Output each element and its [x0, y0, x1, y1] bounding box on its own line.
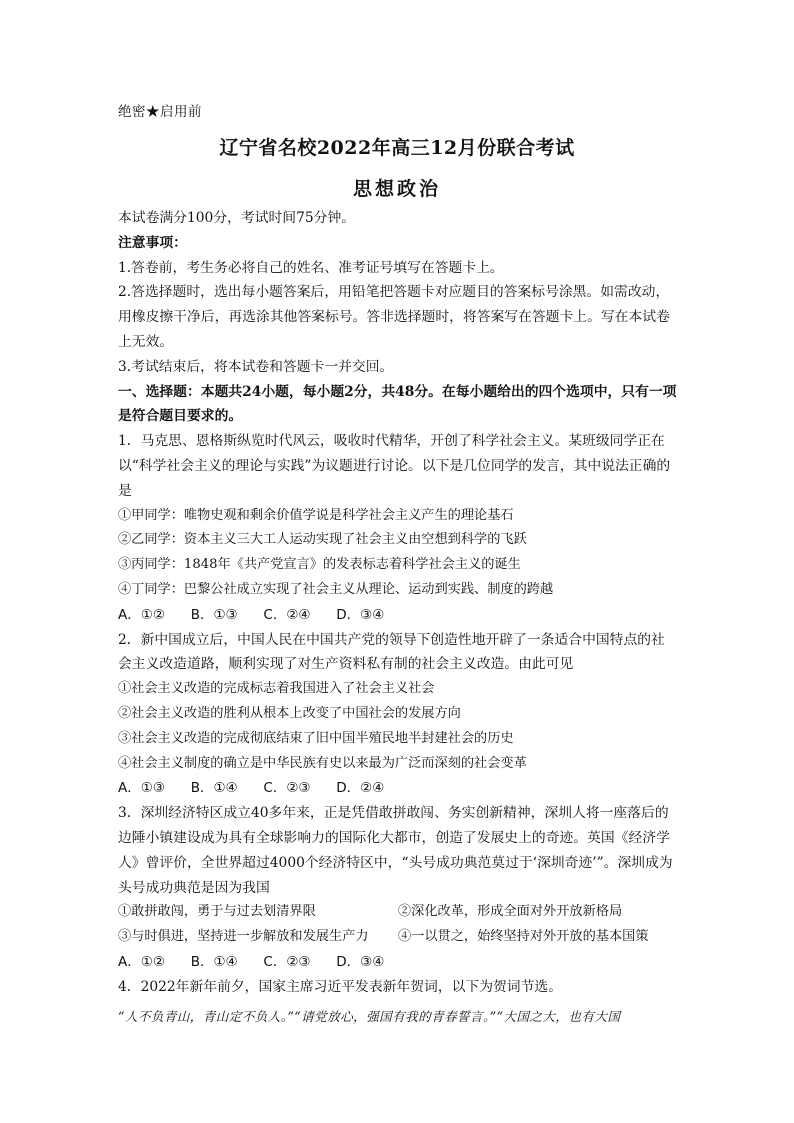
subject-title: 思想政治 [352, 178, 441, 200]
question-option: ④社会主义制度的确立是中华民族有史以来最为广泛而深刻的社会变革 [118, 755, 527, 771]
question-option: ①敢拼敢闯，勇于与过去划清界限 [118, 904, 316, 920]
exam-note: 本试卷满分100分，考试时间75分钟。 [118, 210, 356, 226]
question-choices: A．①② B．①④ C．②③ D．③④ [118, 953, 385, 970]
question-stem: 2．新中国成立后，中国人民在中国共产党的领导下创造性地开辟了一条适合中国特点的社会主义改造道路，顺利实现了对生产资料私有制的社会主义改造。由此可见 [118, 631, 665, 673]
exam-title: 辽宁省名校2022年高三12月份联合考试 [219, 137, 575, 159]
question-option: ③与时俱进，坚持进一步解放和发展生产力 [118, 929, 369, 945]
attention-item: 2.答选择题时，选出每小题答案后，用铅笔把答题卡对应题目的答案标号涂黑。如需改动，用橡皮擦干净后，再选涂其他答案标号。答非选择题时，将答案写在答题卡上。写在本试卷上无效。 [118, 284, 670, 350]
attention-item: 1.答卷前，考生务必将自己的姓名、准考证号填写在答题卡上。 [118, 259, 504, 276]
question-option: ②深化改革，形成全面对外开放新格局 [398, 904, 623, 920]
question-option-row [118, 900, 678, 925]
question-option: ①社会主义改造的完成标志着我国进入了社会主义社会 [118, 681, 435, 697]
question-option-row [118, 925, 678, 950]
question-option: ②乙同学：资本主义三大工人运动实现了社会主义由空想到科学的飞跃 [118, 532, 527, 548]
question-option: ③社会主义改造的完成彻底结束了旧中国半殖民地半封建社会的历史 [118, 730, 514, 746]
question-option: ④一以贯之，始终坚持对外开放的基本国策 [398, 929, 649, 945]
question-choices: A．①③ B．①④ C．②③ D．②④ [118, 780, 385, 797]
attention-title: 注意事项： [118, 234, 187, 251]
question-option: ④丁同学：巴黎公社成立实现了社会主义从理论、运动到实践、制度的跨越 [118, 581, 554, 597]
question-option: ③丙同学：1848年《共产党宣言》的发表标志着科学社会主义的诞生 [118, 557, 521, 573]
attention-item: 3.考试结束后，将本试卷和答题卡一并交回。 [118, 358, 394, 375]
question-choices: A．①② B．①③ C．②④ D．③④ [118, 606, 385, 623]
question-option: ①甲同学：唯物史观和剩余价值学说是科学社会主义产生的理论基石 [118, 507, 514, 523]
confidential-mark: 绝密★启用前 [118, 104, 202, 120]
question-option: ②社会主义改造的胜利从根本上改变了中国社会的发展方向 [118, 705, 461, 721]
question-stem: 3．深圳经济特区成立40多年来，正是凭借敢拼敢闯、务实创新精神，深圳人将一座落后的边陲小镇建设成为具有全球影响力的国际化大都市，创造了发展史上的奇迹。英国《经济学人》曾评价，全世界超过4000个经济特区中，“头号成功典范莫过于‘深圳奇迹’”。深圳成为头号成功典范是因为我国 [118, 805, 673, 896]
speech-quote: “人不负青山，青山定不负人。”“请党放心，强国有我的青春誓言。”“大国之大，也有大国 [118, 1009, 621, 1024]
exam-body [118, 206, 678, 1000]
question-stem: 4．2022年新年前夕，国家主席习近平发表新年贺词，以下为贺词节选。 [118, 978, 562, 995]
question-stem: 1．马克思、恩格斯纵览时代风云，吸收时代精华，开创了科学社会主义。某班级同学正在以“科学社会主义的理论与实践”为议题进行讨论。以下是几位同学的发言，其中说法正确的是 [118, 433, 671, 499]
section-heading: 一、选择题：本题共24小题，每小题2分，共48分。在每小题给出的四个选项中，只有一项是符合题目要求的。 [118, 383, 677, 425]
